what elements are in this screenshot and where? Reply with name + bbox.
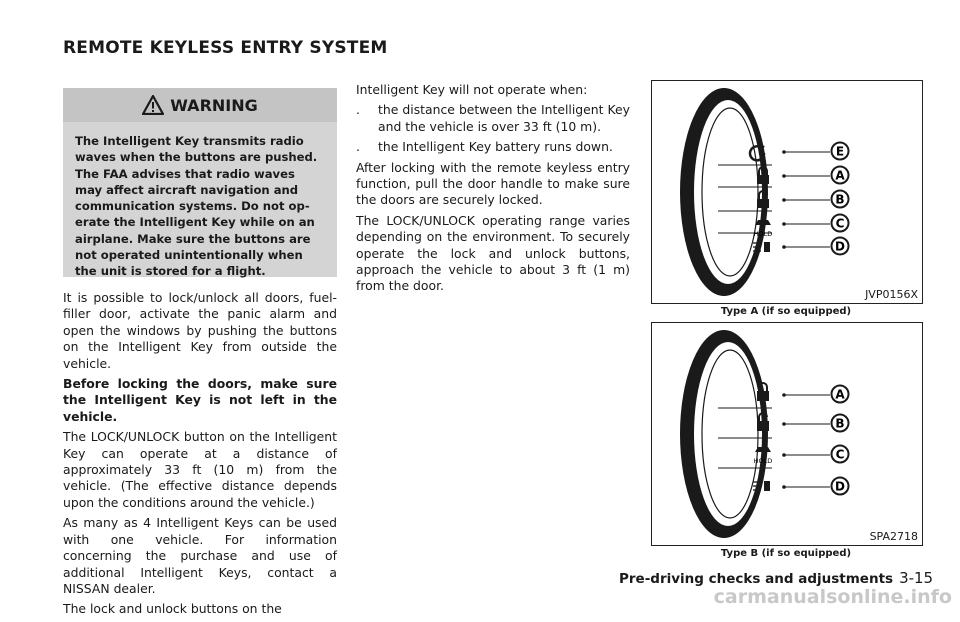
figure-type-b	[651, 322, 923, 546]
column-1	[63, 290, 337, 622]
callout-label: B	[835, 192, 845, 207]
warning-header	[63, 88, 337, 122]
intelligent-key-type-b-illustration	[652, 323, 922, 545]
callout-label: B	[835, 416, 845, 431]
figure-type-a	[651, 80, 923, 304]
warning-line: The FAA advises that radio waves	[75, 166, 295, 181]
paragraph: Intelligent Key will not operate when:	[356, 82, 588, 97]
warning-line: erate the Intelligent Key while on an	[75, 215, 315, 230]
watermark: carmanualsonline.info	[713, 586, 952, 608]
warning-triangle-icon	[142, 95, 164, 115]
bullet-mark: .	[356, 102, 360, 118]
callout-label: A	[835, 387, 845, 402]
bullet-text: the Intelligent Key battery runs down.	[378, 139, 613, 155]
paragraph: As many as 4 Intelligent Keys can be used with one vehicle. For information concerning the purchase and use of additional Intelligent Keys, contact a NISSAN dealer.	[63, 515, 337, 596]
column-2	[356, 82, 630, 299]
warning-line: the unit is stored for a flight.	[75, 264, 266, 279]
page-footer	[619, 569, 933, 587]
bullet-mark: .	[356, 139, 360, 155]
paragraph: After locking with the remote keyless entry function, pull the door handle to make sure the doors are securely locked.	[356, 159, 630, 208]
paragraph: The lock and unlock buttons on the	[63, 601, 282, 617]
warning-line: communication systems. Do not op-	[75, 199, 310, 214]
bullet-text: the distance between the Intelligent Key and the vehicle is over 33 ft (10 m).	[378, 102, 630, 134]
footer-section: Pre-driving checks and adjustments	[619, 571, 894, 587]
warning-line: waves when the buttons are pushed.	[75, 150, 318, 165]
warning-line: may affect aircraft navigation and	[75, 182, 299, 197]
paragraph: The LOCK/UNLOCK operating range varies depending on the environment. To securely operate the lock and unlock buttons, approach the vehicle to about 3 ft (1 m) from the door.	[356, 212, 630, 294]
callout-label: D	[835, 479, 845, 494]
warning-line: airplane. Make sure the buttons are	[75, 231, 311, 246]
intelligent-key-type-a-illustration	[652, 81, 922, 303]
paragraph: It is possible to lock/unlock all doors, fuel-filler door, activate the panic alarm and open the windows by pushing the buttons on the Intelligent Key from outside the vehicle.	[63, 290, 337, 371]
figure-caption: Type B (if so equipped)	[720, 548, 852, 559]
figure-caption: Type A (if so equipped)	[720, 306, 852, 317]
paragraph-bold: Before locking the doors, make sure the Intelligent Key is not left in the vehicle.	[63, 376, 337, 424]
callout-label: C	[835, 216, 845, 231]
page-number: 3-15	[899, 569, 934, 587]
callout-label: C	[835, 447, 845, 462]
warning-line: not operated unintentionally when	[75, 248, 303, 263]
figure-code: JVP0156X	[865, 288, 918, 301]
hold-label: HOLD	[753, 230, 773, 238]
callout-label: A	[835, 168, 845, 183]
figure-code: SPA2718	[869, 530, 918, 543]
callout-label: D	[835, 239, 845, 254]
hold-label: HOLD	[753, 457, 773, 465]
warning-box	[63, 88, 337, 277]
page-heading: REMOTE KEYLESS ENTRY SYSTEM	[63, 38, 388, 58]
bullet-item	[356, 102, 630, 135]
warning-title: WARNING	[170, 95, 258, 115]
warning-line: The Intelligent Key transmits radio	[75, 134, 304, 148]
bullet-item	[356, 139, 630, 155]
warning-text	[75, 133, 326, 280]
paragraph: The LOCK/UNLOCK button on the Intelligent Key can operate at a distance of approximately 33 ft (10 m) from the vehicle. (The effective distance depends upon the conditions around the vehicle.)	[63, 429, 337, 510]
callout-label: E	[835, 144, 845, 159]
